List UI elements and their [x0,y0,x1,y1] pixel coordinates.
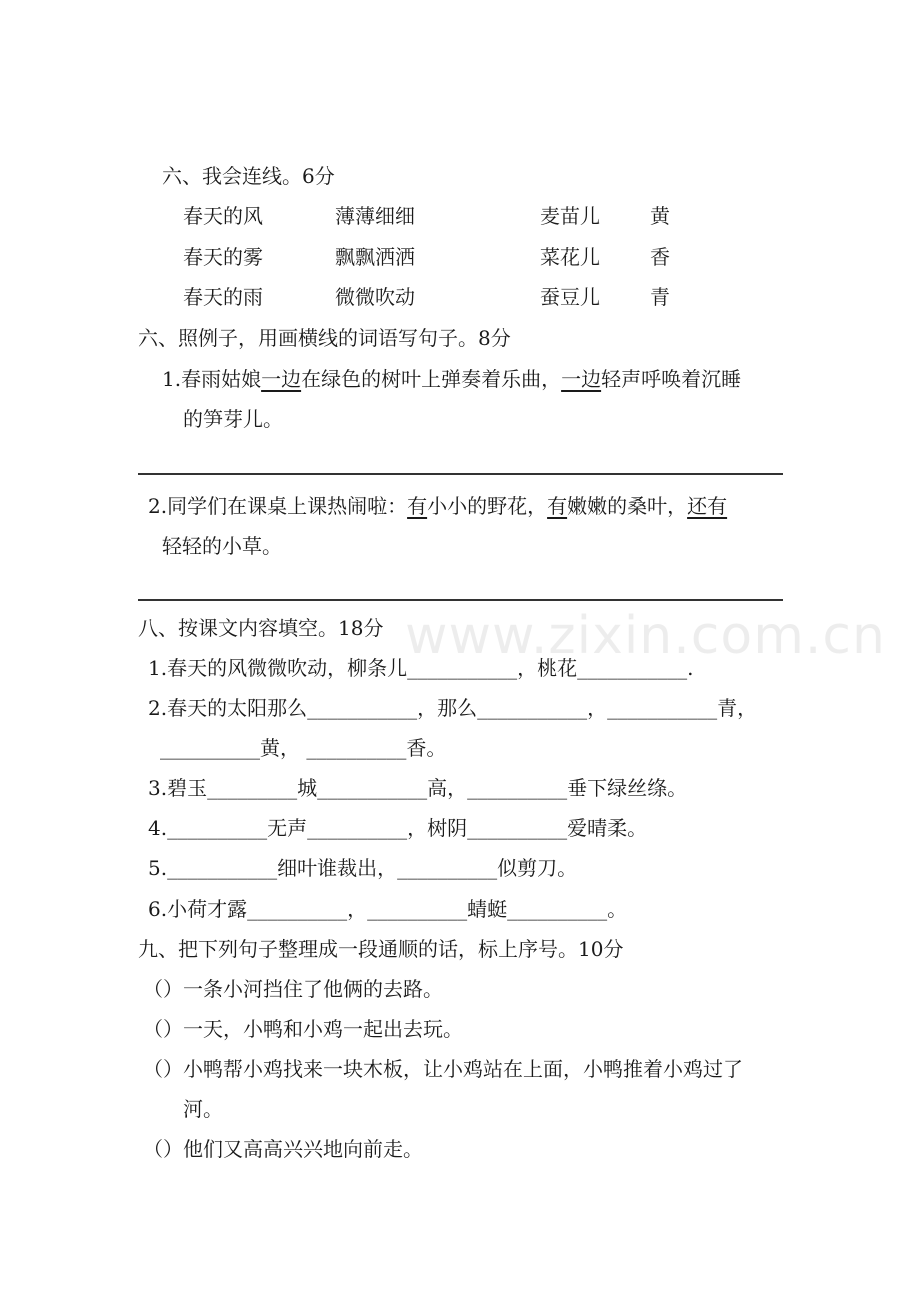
section-nine-title: 九、把下列句子整理成一段通顺的话，标上序号。10分 [138,937,624,961]
match-right-item-1: 麦苗儿 [540,204,600,228]
text-segment: 2.同学们在课桌上课热闹啦： [148,494,408,518]
match-left-desc-2: 飘飘洒洒 [335,245,415,269]
order-item-4: （）他们又高高兴兴地向前走。 [143,1137,423,1161]
underlined-word: 有 [407,494,428,518]
section-eight-title: 八、按课文内容填空。18分 [138,616,384,640]
underlined-word: 一边 [561,367,602,391]
match-left-desc-1: 薄薄细细 [335,204,415,228]
text-segment: 轻声呼唤着沉睡 [601,367,742,391]
match-left-desc-3: 微微吹动 [335,285,415,309]
underlined-word: 有 [547,494,568,518]
order-item-3-cont: 河。 [183,1097,223,1121]
order-item-1: （）一条小河挡住了他俩的去路。 [143,977,443,1001]
answer-line-1 [138,473,783,475]
example-sentence-1-cont: 的笋芽儿。 [183,407,283,431]
fill-line-2-cont: __________黄， __________香。 [160,736,447,760]
section-six-b-title: 六、照例子，用画横线的词语写句子。8分 [138,326,511,350]
fill-line-4: 4.__________无声__________，树阴__________爱晴柔。 [148,816,648,840]
text-segment: 嫩嫩的桑叶， [567,494,688,518]
match-left-subject-2: 春天的雾 [183,245,263,269]
fill-line-5: 5.___________细叶谁裁出，__________似剪刀。 [148,856,578,880]
match-left-subject-1: 春天的风 [183,204,263,228]
fill-line-3: 3.碧玉_________城___________高，__________垂下绿丝绦。 [148,776,688,800]
match-right-item-3: 蚕豆儿 [540,285,600,309]
text-segment: 小小的野花， [427,494,548,518]
example-sentence-2 [148,493,727,519]
underlined-word: 一边 [261,367,302,391]
underlined-word: 还有 [687,494,728,518]
fill-line-6: 6.小荷才露__________，__________蜻蜓__________。 [148,897,628,921]
answer-line-2 [138,599,783,601]
watermark: www.zixin.com.cn [405,606,886,666]
example-sentence-2-cont: 轻轻的小草。 [162,534,282,558]
match-right-color-1: 黄 [650,204,670,228]
match-right-item-2: 菜花儿 [540,245,600,269]
example-sentence-1 [162,366,741,392]
text-segment: 1.春雨姑娘 [162,367,262,391]
fill-line-1: 1.春天的风微微吹动，柳条儿___________，桃花___________. [148,656,694,680]
order-item-2: （）一天，小鸭和小鸡一起出去玩。 [143,1017,463,1041]
match-right-color-3: 青 [650,285,670,309]
section-six-a-title: 六、我会连线。6分 [162,164,335,188]
order-item-3: （）小鸭帮小鸡找来一块木板，让小鸡站在上面，小鸭推着小鸡过了 [143,1057,743,1081]
match-left-subject-3: 春天的雨 [183,285,263,309]
text-segment: 在绿色的树叶上弹奏着乐曲， [301,367,562,391]
fill-line-2: 2.春天的太阳那么___________，那么___________，___________青， [148,696,758,720]
match-right-color-2: 香 [650,245,670,269]
